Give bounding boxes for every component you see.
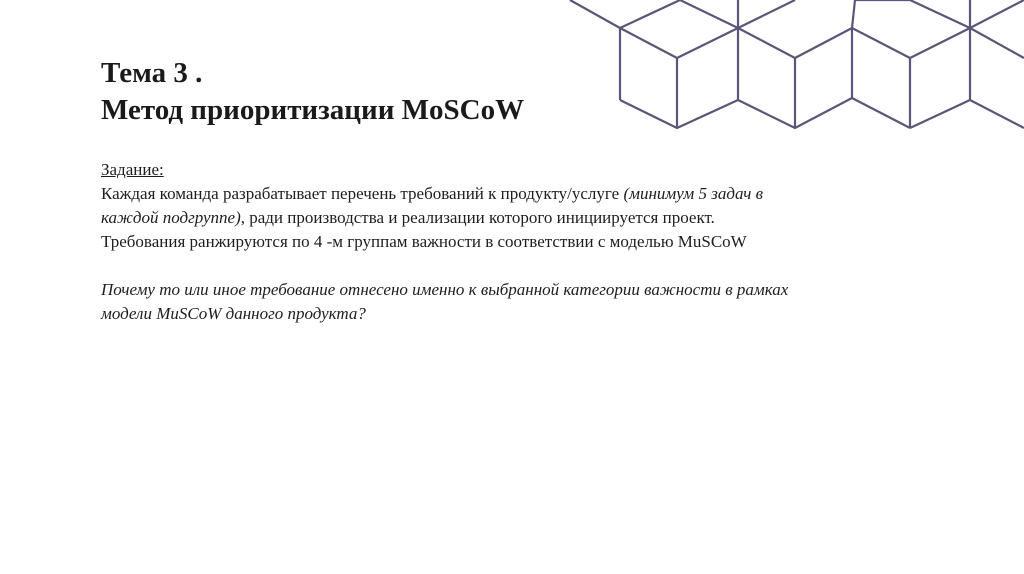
slide-body — [101, 158, 901, 326]
task-italic-note-a: (минимум 5 задач в — [623, 184, 763, 203]
task-sentence-2: Требования ранжируются по 4 -м группам важности в соответствии с моделью MuSCoW — [101, 232, 747, 251]
paragraph-spacer — [101, 254, 901, 278]
question-line-1: Почему то или иное требование отнесено именно к выбранной категории важности в рамках — [101, 280, 789, 299]
cube-pattern-decoration — [540, 0, 1024, 140]
task-sentence-1-end: , ради производства и реализации которого инициируется проект. — [240, 208, 715, 227]
task-sentence-1-start: Каждая команда разрабатывает перечень требований к продукту/услуге — [101, 184, 624, 203]
title-line-1: Тема 3 . — [101, 57, 203, 89]
title-line-2: Метод приоритизации MoSCoW — [101, 94, 525, 126]
question-line-2: модели MuSCoW данного продукта? — [101, 304, 366, 323]
question — [101, 278, 901, 326]
task-description — [101, 182, 901, 230]
task-label: Задание: — [101, 160, 164, 179]
slide-title — [101, 55, 524, 129]
task-italic-note-b: каждой подгруппе) — [101, 208, 241, 227]
